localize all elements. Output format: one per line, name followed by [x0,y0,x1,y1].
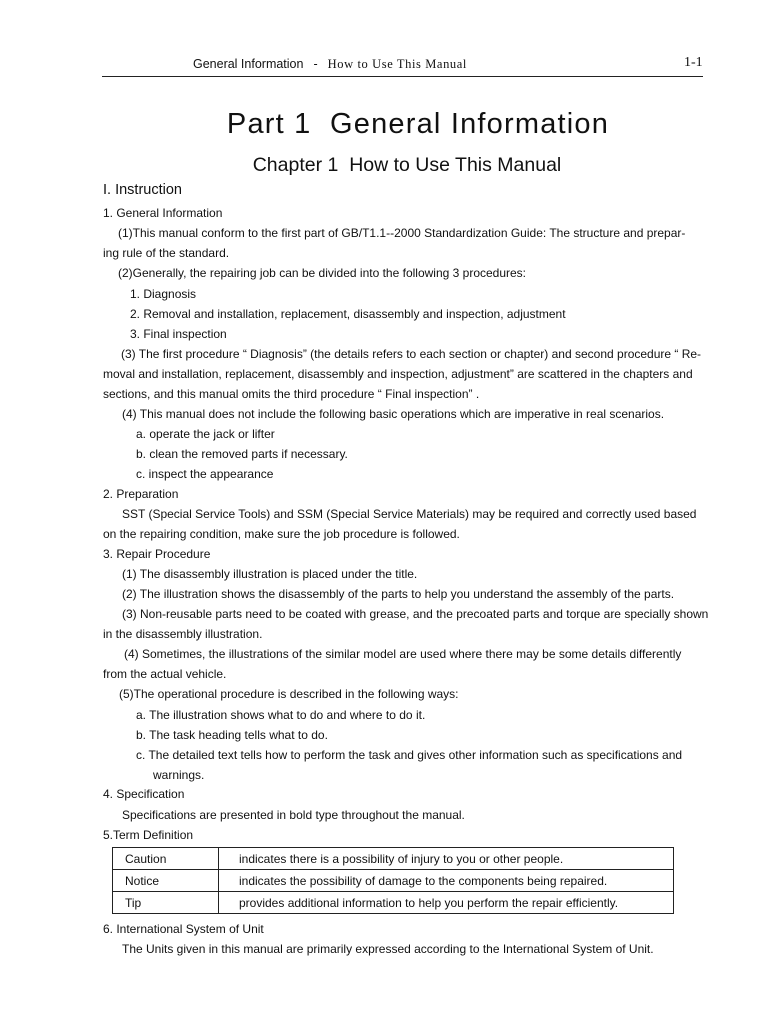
header-rule [102,76,703,77]
heading-repair-procedure: 3. Repair Procedure [103,547,211,561]
heading-international-system: 6. International System of Unit [103,922,264,936]
body-line: (2)Generally, the repairing job can be divided into the following 3 procedures: [118,266,527,280]
part-title: Part 1 General Information [226,108,610,140]
body-line: (5)The operational procedure is described in the following ways: [119,687,459,701]
list-item: b. clean the removed parts if necessary. [136,447,348,461]
list-item: c. inspect the appearance [136,467,274,481]
term-cell: Tip [113,892,219,914]
list-item: 2. Removal and installation, replacement, disassembly and inspection, adjustment [130,307,566,321]
term-cell: Caution [113,848,219,870]
body-line: sections, and this manual omits the third procedure “ Final inspection” . [103,387,480,401]
list-item: c. The detailed text tells how to perform the task and gives other information such as specifications and [136,748,683,762]
table-row [113,870,674,892]
body-line: (3) The first procedure “ Diagnosis” (the details refers to each section or chapter) and second procedure “ Re- [121,347,702,361]
heading-specification: 4. Specification [103,787,185,801]
heading-general-information: 1. General Information [103,206,223,220]
body-line: (4) Sometimes, the illustrations of the similar model are used where there may be some details differently [124,647,682,661]
list-item: a. operate the jack or lifter [136,427,275,441]
term-definition-table [112,847,674,914]
list-item-continuation: warnings. [153,768,205,782]
body-line: on the repairing condition, make sure the job procedure is followed. [103,527,460,541]
chapter-title: Chapter 1 How to Use This Manual [252,154,562,176]
list-item: b. The task heading tells what to do. [136,728,328,742]
body-line: in the disassembly illustration. [103,627,263,641]
heading-preparation: 2. Preparation [103,487,179,501]
list-item: 1. Diagnosis [130,287,197,301]
body-line: (1) The disassembly illustration is placed under the title. [122,567,418,581]
body-line: from the actual vehicle. [103,667,227,681]
term-cell: Notice [113,870,219,892]
list-item: a. The illustration shows what to do and where to do it. [136,708,426,722]
body-line: (3) Non-reusable parts need to be coated with grease, and the precoated parts and torque are specially shown [122,607,709,621]
definition-cell: indicates the possibility of damage to the components being repaired. [219,870,674,892]
header-separator: - [313,57,318,71]
running-header [0,57,660,72]
body-line: Specifications are presented in bold type throughout the manual. [122,808,465,822]
body-line: (1)This manual conform to the first part of GB/T1.1--2000 Standardization Guide: The structure and prepar- [118,226,686,240]
heading-term-definition: 5.Term Definition [103,828,194,842]
list-item: 3. Final inspection [130,327,227,341]
definition-cell: provides additional information to help you perform the repair efficiently. [219,892,674,914]
body-line: SST (Special Service Tools) and SSM (Special Service Materials) may be required and correctly used based [122,507,697,521]
body-line: moval and installation, replacement, disassembly and inspection, adjustment” are scattered in the chapters and [103,367,693,381]
table-row [113,848,674,870]
section-title: I. Instruction [103,182,182,198]
header-chapter: How to Use This Manual [327,57,467,71]
definition-cell: indicates there is a possibility of injury to you or other people. [219,848,674,870]
body-line: (4) This manual does not include the following basic operations which are imperative in real scenarios. [122,407,665,421]
page-number: 1-1 [684,55,703,70]
body-line: The Units given in this manual are primarily expressed according to the International System of Unit. [122,942,654,956]
header-section: General Information [192,57,304,71]
body-line: ing rule of the standard. [103,246,230,260]
table-row [113,892,674,914]
body-line: (2) The illustration shows the disassembly of the parts to help you understand the assembly of the parts. [122,587,675,601]
